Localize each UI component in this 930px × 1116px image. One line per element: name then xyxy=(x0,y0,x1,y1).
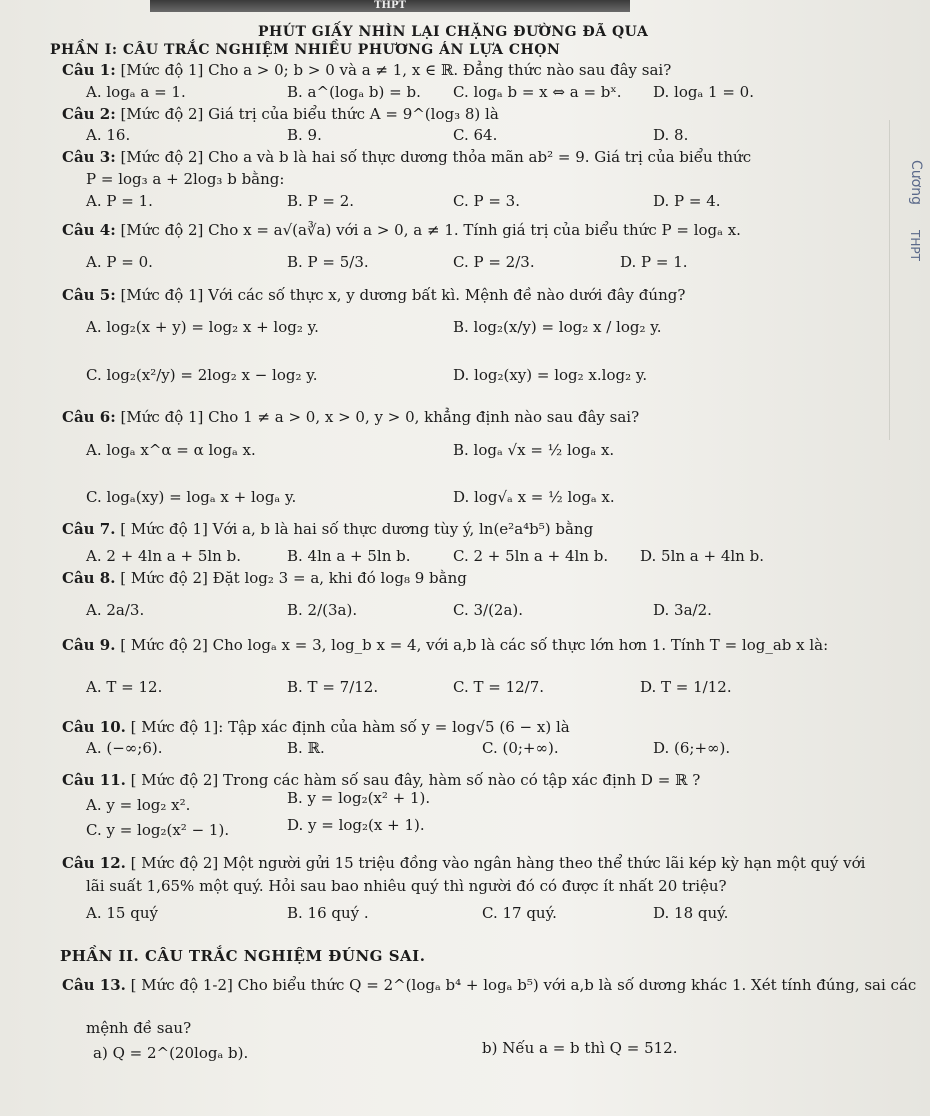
question-text: [Mức độ 2] Cho x = a√(a∛a) với a > 0, a ≠ 1. Tính giá trị của biểu thức P = logₐ x. xyxy=(120,221,741,239)
question-text: [Mức độ 1] Với các số thực x, y dương bất kì. Mệnh đề nào dưới đây đúng? xyxy=(120,286,686,304)
question-text: [ Mức độ 1] Với a, b là hai số thực dương tùy ý, ln(e²a⁴b⁵) bằng xyxy=(120,520,594,538)
question-6 xyxy=(62,407,639,427)
question-13-continuation: mệnh đề sau? xyxy=(86,1019,192,1037)
option-c: C. P = 2/3. xyxy=(453,253,535,271)
option-d: D. 3a/2. xyxy=(653,601,712,619)
question-label: Câu 2: xyxy=(62,105,116,123)
question-2 xyxy=(62,104,499,124)
option-d: D. log₂(xy) = log₂ x.log₂ y. xyxy=(453,366,648,384)
part1-heading: PHẦN I: CÂU TRẮC NGHIỆM NHIỀU PHƯƠNG ÁN LỰA CHỌN xyxy=(50,42,561,58)
option-a: A. 2 + 4ln a + 5ln b. xyxy=(86,547,241,565)
option-b: B. log₂(x/y) = log₂ x / log₂ y. xyxy=(453,318,662,336)
statement-b: b) Nếu a = b thì Q = 512. xyxy=(482,1039,678,1057)
question-label: Câu 3: xyxy=(62,148,116,166)
option-a: A. y = log₂ x². xyxy=(86,796,191,814)
statement-a: a) Q = 2^(20logₐ b). xyxy=(93,1044,249,1062)
question-11 xyxy=(62,770,700,790)
question-7 xyxy=(62,519,593,539)
option-c: C. y = log₂(x² − 1). xyxy=(86,821,230,839)
handwritten-note: Cương xyxy=(908,160,924,205)
option-b: B. 9. xyxy=(287,126,322,144)
option-a: A. (−∞;6). xyxy=(86,739,163,757)
question-text: [ Mức độ 1-2] Cho biểu thức Q = 2^(logₐ b⁴ + logₐ b⁵) với a,b là số dương khác 1. Xét tính đúng, sai các xyxy=(130,976,917,994)
question-text: [ Mức độ 2] Một người gửi 15 triệu đồng vào ngân hàng theo thể thức lãi kép kỳ hạn một quý với xyxy=(130,854,866,872)
question-1 xyxy=(62,60,671,80)
option-d: D. log√ₐ x = ½ logₐ x. xyxy=(453,488,615,506)
handwritten-note: THPT xyxy=(908,230,922,261)
question-text: [Mức độ 1] Cho a > 0; b > 0 và a ≠ 1, x ∈ ℝ. Đẳng thức nào sau đây sai? xyxy=(120,61,672,79)
option-b: B. 4ln a + 5ln b. xyxy=(287,547,411,565)
question-13 xyxy=(62,975,916,995)
option-b: B. ℝ. xyxy=(287,739,325,757)
option-b: B. a^(logₐ b) = b. xyxy=(287,83,421,101)
option-d: D. P = 4. xyxy=(653,192,721,210)
option-b: B. P = 5/3. xyxy=(287,253,369,271)
option-b: B. 16 quý . xyxy=(287,904,369,922)
question-label: Câu 6: xyxy=(62,408,116,426)
option-c: C. logₐ(xy) = logₐ x + logₐ y. xyxy=(86,488,297,506)
intro-heading: PHÚT GIẤY NHÌN LẠI CHẶNG ĐƯỜNG ĐÃ QUA xyxy=(258,24,649,40)
question-text: [Mức độ 2] Giá trị của biểu thức A = 9^(log₃ 8) là xyxy=(120,105,499,123)
question-label: Câu 4: xyxy=(62,221,116,239)
question-3-continuation: P = log₃ a + 2log₃ b bằng: xyxy=(86,170,285,188)
question-label: Câu 1: xyxy=(62,61,116,79)
option-a: A. 15 quý xyxy=(86,904,158,922)
question-label: Câu 12. xyxy=(62,854,126,872)
question-3 xyxy=(62,147,751,167)
option-c: C. 17 quý. xyxy=(482,904,557,922)
option-b: B. 2/(3a). xyxy=(287,601,358,619)
question-12-continuation: lãi suất 1,65% một quý. Hỏi sau bao nhiêu quý thì người đó có được ít nhất 20 triệu? xyxy=(86,877,727,895)
question-5 xyxy=(62,285,685,305)
question-label: Câu 11. xyxy=(62,771,126,789)
option-c: C. T = 12/7. xyxy=(453,678,545,696)
question-label: Câu 5: xyxy=(62,286,116,304)
question-text: [ Mức độ 2] Trong các hàm số sau đây, hàm số nào có tập xác định D = ℝ ? xyxy=(130,771,701,789)
option-d: D. (6;+∞). xyxy=(653,739,731,757)
option-c: C. P = 3. xyxy=(453,192,520,210)
top-banner: THPT xyxy=(150,0,630,12)
option-b: B. y = log₂(x² + 1). xyxy=(287,789,431,807)
question-label: Câu 10. xyxy=(62,718,126,736)
option-c: C. logₐ b = x ⇔ a = bˣ. xyxy=(453,83,622,101)
option-b: B. logₐ √x = ½ logₐ x. xyxy=(453,441,615,459)
option-a: A. T = 12. xyxy=(86,678,163,696)
option-b: B. P = 2. xyxy=(287,192,355,210)
option-a: A. logₐ a = 1. xyxy=(86,83,186,101)
question-label: Câu 8. xyxy=(62,569,116,587)
question-label: Câu 9. xyxy=(62,636,116,654)
option-d: D. 18 quý. xyxy=(653,904,729,922)
part2-heading: PHẦN II. CÂU TRẮC NGHIỆM ĐÚNG SAI. xyxy=(60,947,426,965)
option-d: D. T = 1/12. xyxy=(640,678,732,696)
option-b: B. T = 7/12. xyxy=(287,678,379,696)
option-d: D. 5ln a + 4ln b. xyxy=(640,547,764,565)
option-c: C. (0;+∞). xyxy=(482,739,559,757)
question-label: Câu 7. xyxy=(62,520,116,538)
question-text: [Mức độ 1] Cho 1 ≠ a > 0, x > 0, y > 0, khẳng định nào sau đây sai? xyxy=(120,408,640,426)
option-d: D. y = log₂(x + 1). xyxy=(287,816,425,834)
option-d: D. P = 1. xyxy=(620,253,688,271)
question-text: [Mức độ 2] Cho a và b là hai số thực dương thỏa mãn ab² = 9. Giá trị của biểu thức xyxy=(120,148,752,166)
option-c: C. 2 + 5ln a + 4ln b. xyxy=(453,547,609,565)
option-c: C. log₂(x²/y) = 2log₂ x − log₂ y. xyxy=(86,366,318,384)
option-a: A. 16. xyxy=(86,126,131,144)
question-text: [ Mức độ 1]: Tập xác định của hàm số y = log√5 (6 − x) là xyxy=(130,718,570,736)
option-a: A. P = 0. xyxy=(86,253,153,271)
question-12 xyxy=(62,853,865,873)
option-a: A. P = 1. xyxy=(86,192,153,210)
question-text: [ Mức độ 2] Cho logₐ x = 3, log_b x = 4, với a,b là các số thực lớn hơn 1. Tính T = log_ab x là: xyxy=(120,636,829,654)
option-d: D. 8. xyxy=(653,126,689,144)
question-label: Câu 13. xyxy=(62,976,126,994)
option-a: A. logₐ x^α = α logₐ x. xyxy=(86,441,256,459)
question-9 xyxy=(62,635,828,655)
question-text: [ Mức độ 2] Đặt log₂ 3 = a, khi đó log₈ 9 bằng xyxy=(120,569,467,587)
option-a: A. 2a/3. xyxy=(86,601,145,619)
option-a: A. log₂(x + y) = log₂ x + log₂ y. xyxy=(86,318,319,336)
option-c: C. 3/(2a). xyxy=(453,601,524,619)
question-4 xyxy=(62,220,741,240)
question-8 xyxy=(62,568,467,588)
question-10 xyxy=(62,717,570,737)
option-d: D. logₐ 1 = 0. xyxy=(653,83,754,101)
option-c: C. 64. xyxy=(453,126,498,144)
